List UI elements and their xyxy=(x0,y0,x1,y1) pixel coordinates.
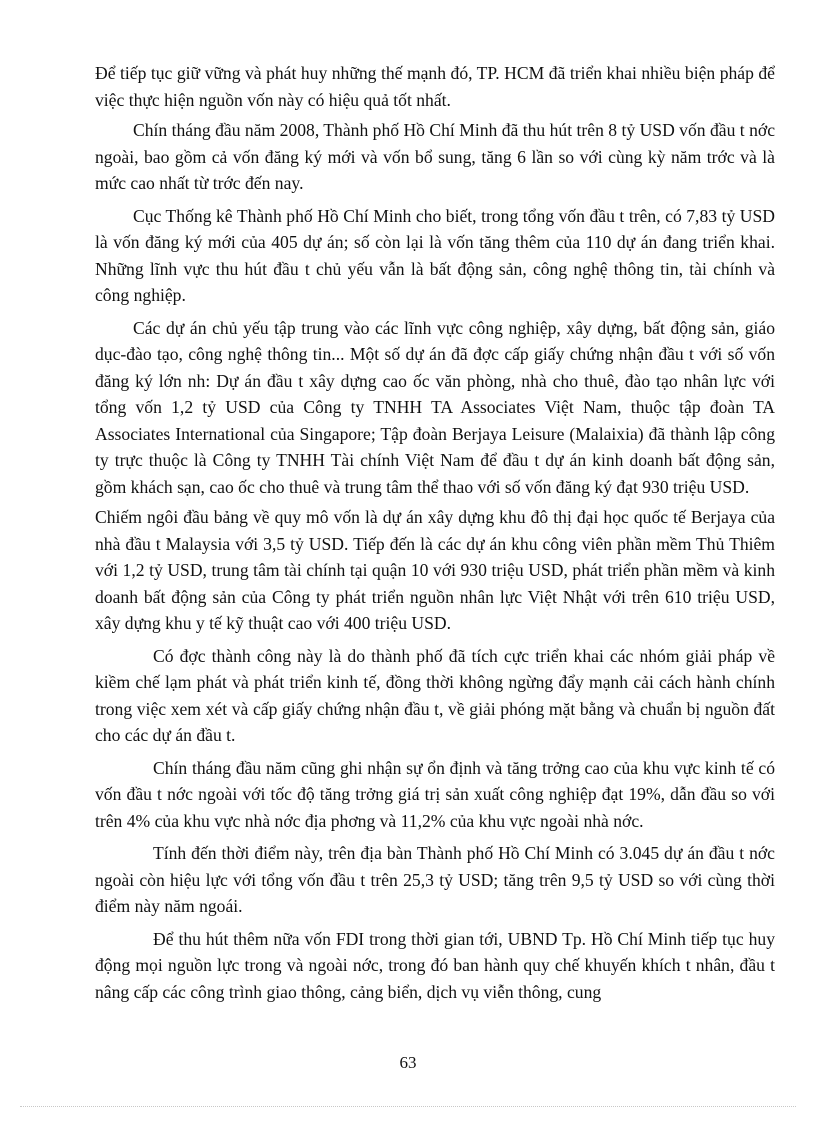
paragraph: Chín tháng đầu năm 2008, Thành phố Hồ Chí Minh đã thu hút trên 8 tỷ USD vốn đầu t nớc ngoài, bao gồm cả vốn đăng ký mới và vốn bổ sung, tăng 6 lần so với cùng kỳ năm trớc và là mức cao nhất từ trớc đến nay. xyxy=(95,120,775,193)
page-number: 63 xyxy=(399,1053,417,1072)
paragraph: Để thu hút thêm nữa vốn FDI trong thời gian tới, UBND Tp. Hồ Chí Minh tiếp tục huy động mọi nguồn lực trong và ngoài nớc, trong đó ban hành quy chế khuyến khích t nhân, đầu t nâng cấp các công trình giao thông, cảng biển, dịch vụ viễn thông, cung xyxy=(95,928,775,1002)
paragraph: Để tiếp tục giữ vững và phát huy những thế mạnh đó, TP. HCM đã triển khai nhiều biện pháp để việc thực hiện nguồn vốn này có hiệu quả tốt nhất. xyxy=(95,63,775,110)
paragraph: Chín tháng đầu năm cũng ghi nhận sự ổn định và tăng trởng cao của khu vực kinh tế có vốn đầu t nớc ngoài với tốc độ tăng trởng giá trị sản xuất công nghiệp đạt 19%, dẫn đầu so với trên 4% của khu vực nhà nớc địa phơng và 11,2% của khu vực ngoài nhà nớc. xyxy=(95,757,775,831)
paragraph: Cục Thống kê Thành phố Hồ Chí Minh cho biết, trong tổng vốn đầu t trên, có 7,83 tỷ USD là vốn đăng ký mới của 405 dự án; số còn lại là vốn tăng thêm của 110 dự án đang triển khai. Những lĩnh vực thu hút đầu t chủ yếu vẫn là bất động sản, công nghệ thông tin, tài chính và công nghiệp. xyxy=(95,205,775,305)
paragraph: Các dự án chủ yếu tập trung vào các lĩnh vực công nghiệp, xây dựng, bất động sản, giáo dục-đào tạo, công nghệ thông tin... Một số dự án đã đợc cấp giấy chứng nhận đầu t với số vốn đăng ký lớn nh: Dự án đầu t xây dựng cao ốc văn phòng, nhà cho thuê, đào tạo nhân lực với tổng vốn 1,2 tỷ USD của Công ty TNHH TA Associates Việt Nam, thuộc tập đoàn TA Associates International của Singapore; Tập đoàn Berjaya Leisure (Malaixia) đã thành lập công ty trực thuộc là Công ty TNHH Tài chính Việt Nam để đầu t dự án kinh doanh bất động sản, gồm khách sạn, cao ốc cho thuê và trung tâm thể thao với số vốn đăng ký đạt 930 triệu USD. xyxy=(95,317,775,497)
paragraph: Chiếm ngôi đầu bảng về quy mô vốn là dự án xây dựng khu đô thị đại học quốc tế Berjaya của nhà đầu t Malaysia với 3,5 tỷ USD. Tiếp đến là các dự án khu công viên phần mềm Thủ Thiêm với 1,2 tỷ USD, trung tâm tài chính tại quận 10 với 930 triệu USD, phát triển phần mềm và kinh doanh bất động sản của Công ty phát triển nguồn nhân lực Việt Nhật với trên 610 triệu USD, xây dựng khu y tế kỹ thuật cao với 400 triệu USD. xyxy=(95,507,775,633)
body-text xyxy=(95,60,775,1011)
paragraph: Có đợc thành công này là do thành phố đã tích cực triển khai các nhóm giải pháp về kiềm chế lạm phát và phát triển kinh tế, đồng thời không ngừng đẩy mạnh cải cách hành chính trong việc xem xét và cấp giấy chứng nhận đầu t, về giải phóng mặt bằng và chuẩn bị nguồn đất cho các dự án đầu t. xyxy=(95,645,775,745)
paragraph: Tính đến thời điểm này, trên địa bàn Thành phố Hồ Chí Minh có 3.045 dự án đầu t nớc ngoài còn hiệu lực với tổng vốn đầu t trên 25,3 tỷ USD; tăng trên 9,5 tỷ USD so với cùng thời điểm này năm ngoái. xyxy=(95,843,775,916)
footer-divider xyxy=(20,1106,796,1107)
